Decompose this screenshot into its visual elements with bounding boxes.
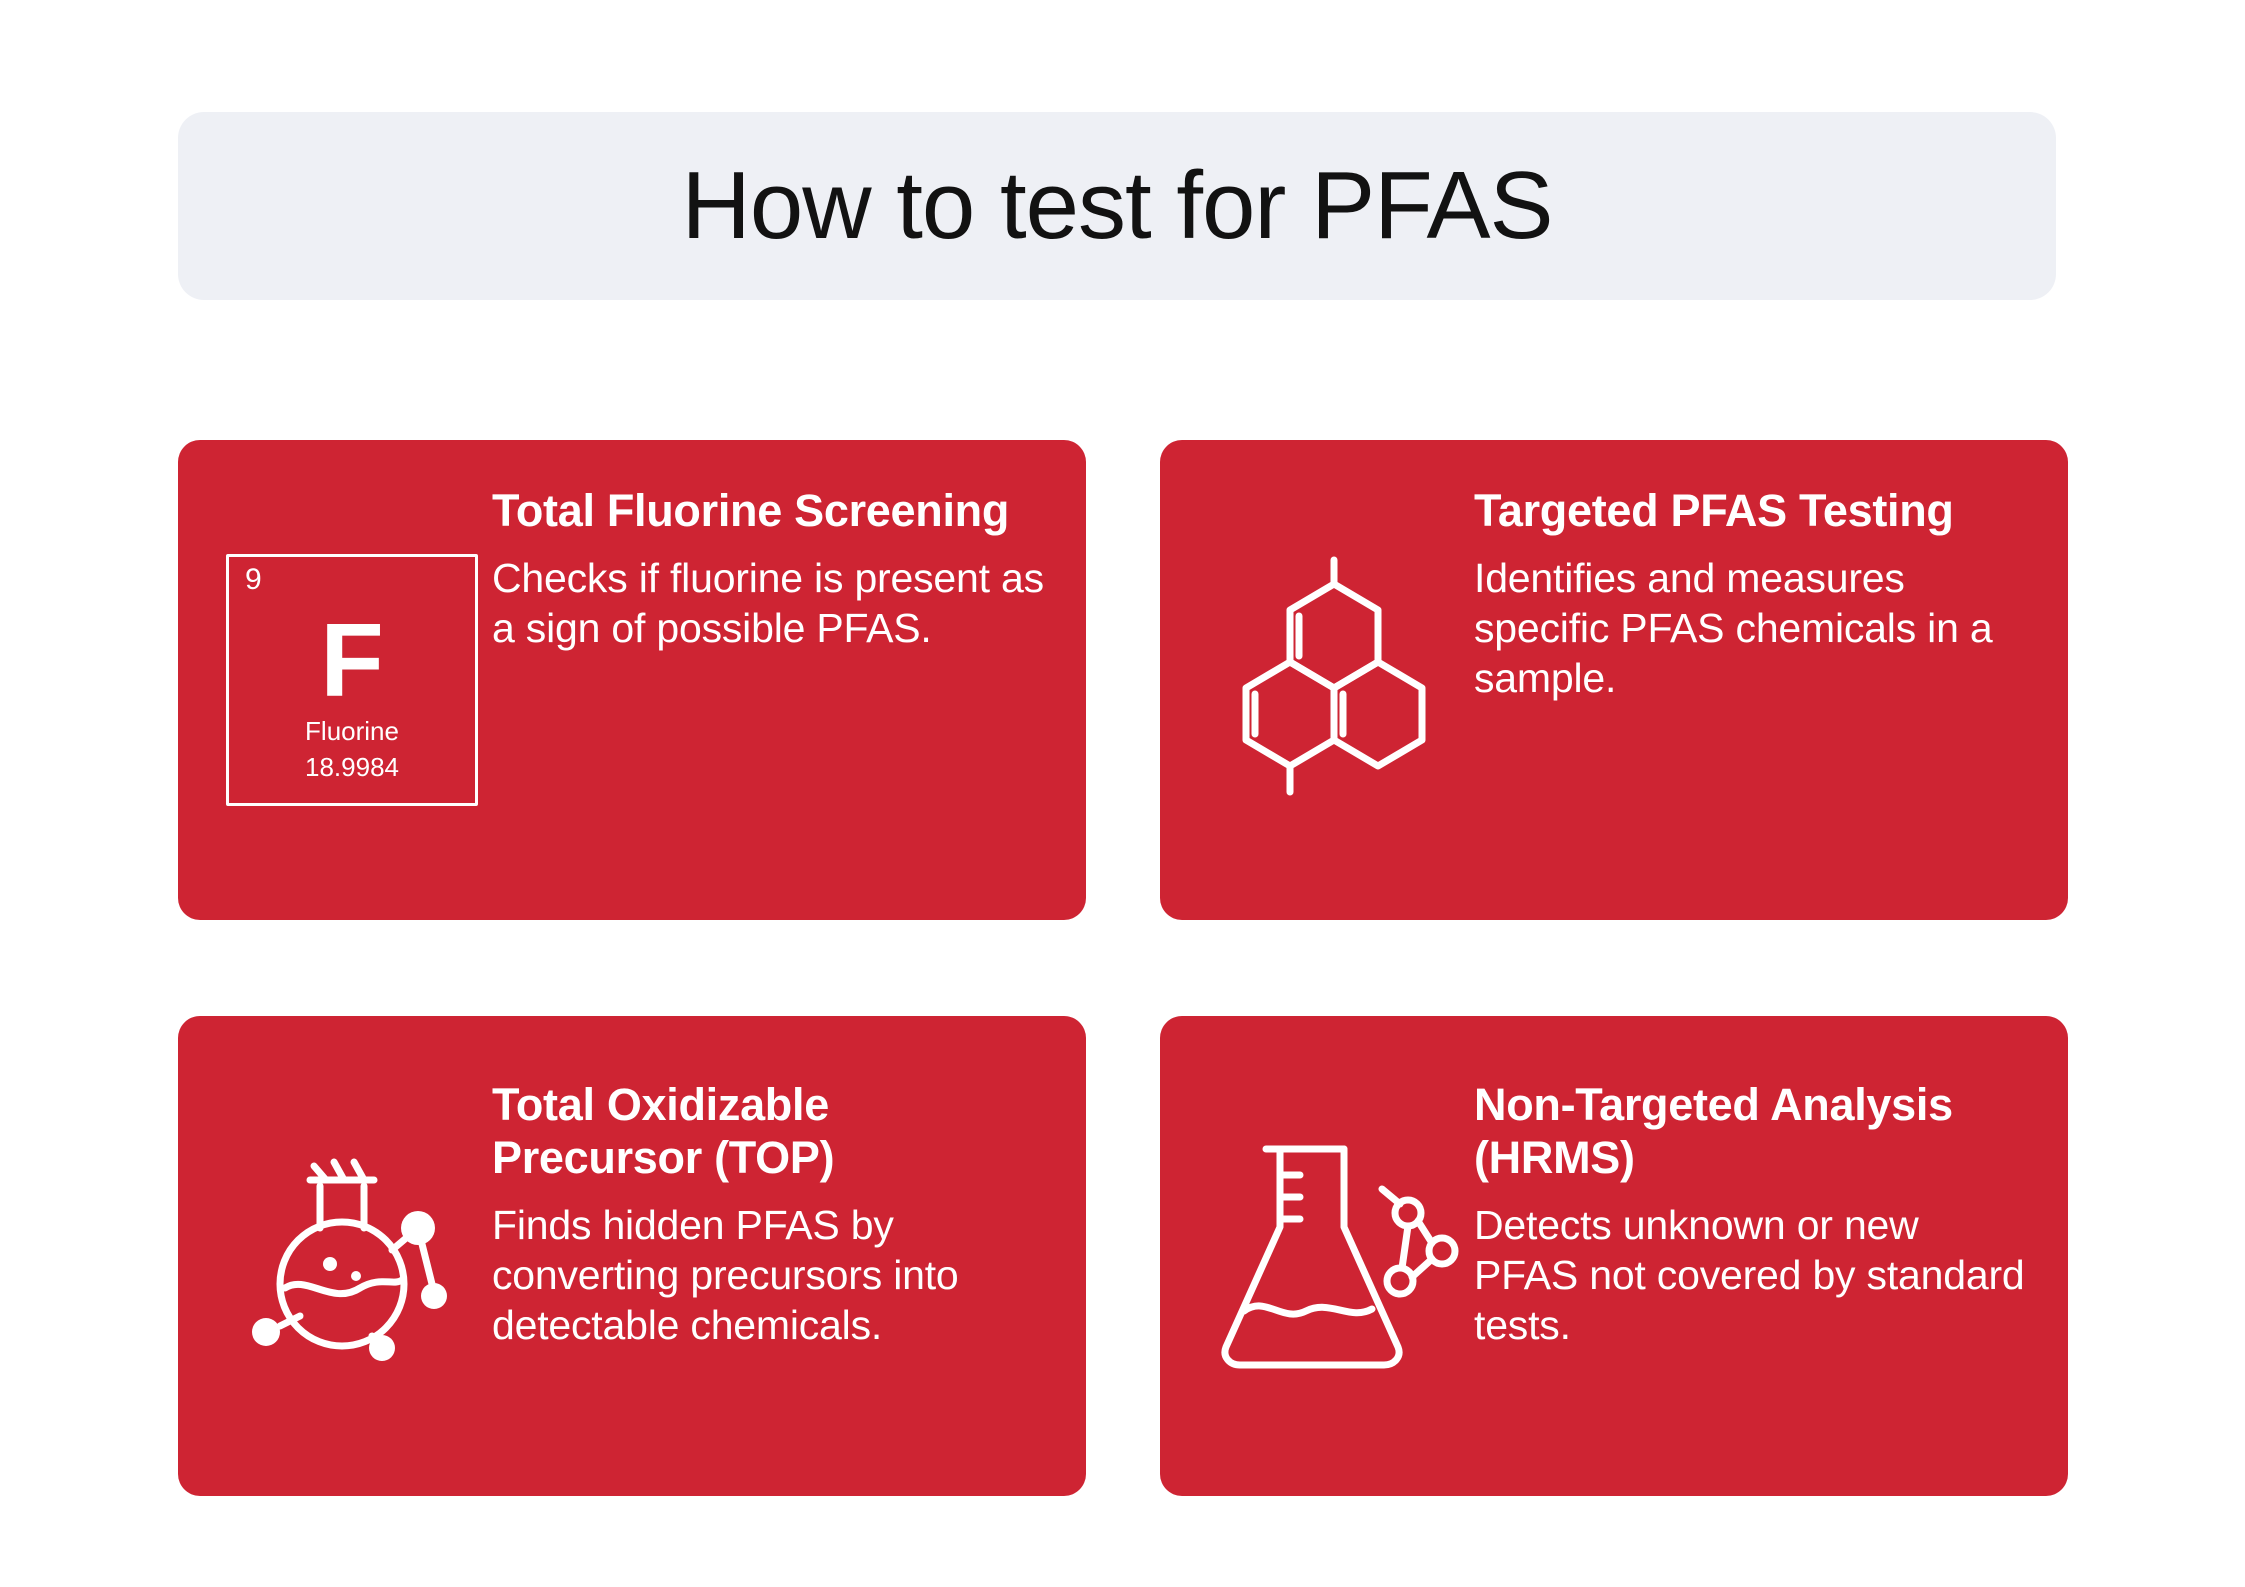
card-title: Total Fluorine Screening [492,485,1010,536]
element-tile [226,554,478,806]
element-name: Fluorine [305,716,399,746]
card-title: Total Oxidizable Precursor (TOP) [492,1079,835,1184]
card-body [1474,1050,2030,1350]
title-banner [178,112,2056,300]
card-body [1474,474,2030,703]
card-description: Detects unknown or new PFAS not covered by standard tests. [1474,1202,2025,1349]
erlenmeyer-flask-molecule-icon [1194,1050,1474,1462]
element-mass: 18.9984 [305,752,399,782]
card-body [492,474,1048,653]
page-title: How to test for PFAS [681,152,1553,259]
card-title: Non-Targeted Analysis (HRMS) [1474,1079,1953,1184]
card-description: Finds hidden PFAS by converting precursors into detectable chemicals. [492,1202,959,1349]
card-targeted-pfas-testing[interactable] [1160,440,2068,920]
card-description: Identifies and measures specific PFAS chemicals in a sample. [1474,555,1993,702]
card-total-fluorine-screening[interactable] [178,440,1086,920]
card-title: Targeted PFAS Testing [1474,485,1954,536]
element-number: 9 [245,563,262,596]
card-description: Checks if fluorine is present as a sign of possible PFAS. [492,555,1044,652]
periodic-element-fluorine-icon [212,474,492,886]
card-non-targeted-analysis[interactable] [1160,1016,2068,1496]
molecule-rings-icon [1194,474,1474,886]
flask-molecule-icon [212,1050,492,1462]
element-symbol: F [320,603,384,719]
card-total-oxidizable-precursor[interactable] [178,1016,1086,1496]
card-body [492,1050,1048,1350]
card-grid [178,440,2068,1496]
